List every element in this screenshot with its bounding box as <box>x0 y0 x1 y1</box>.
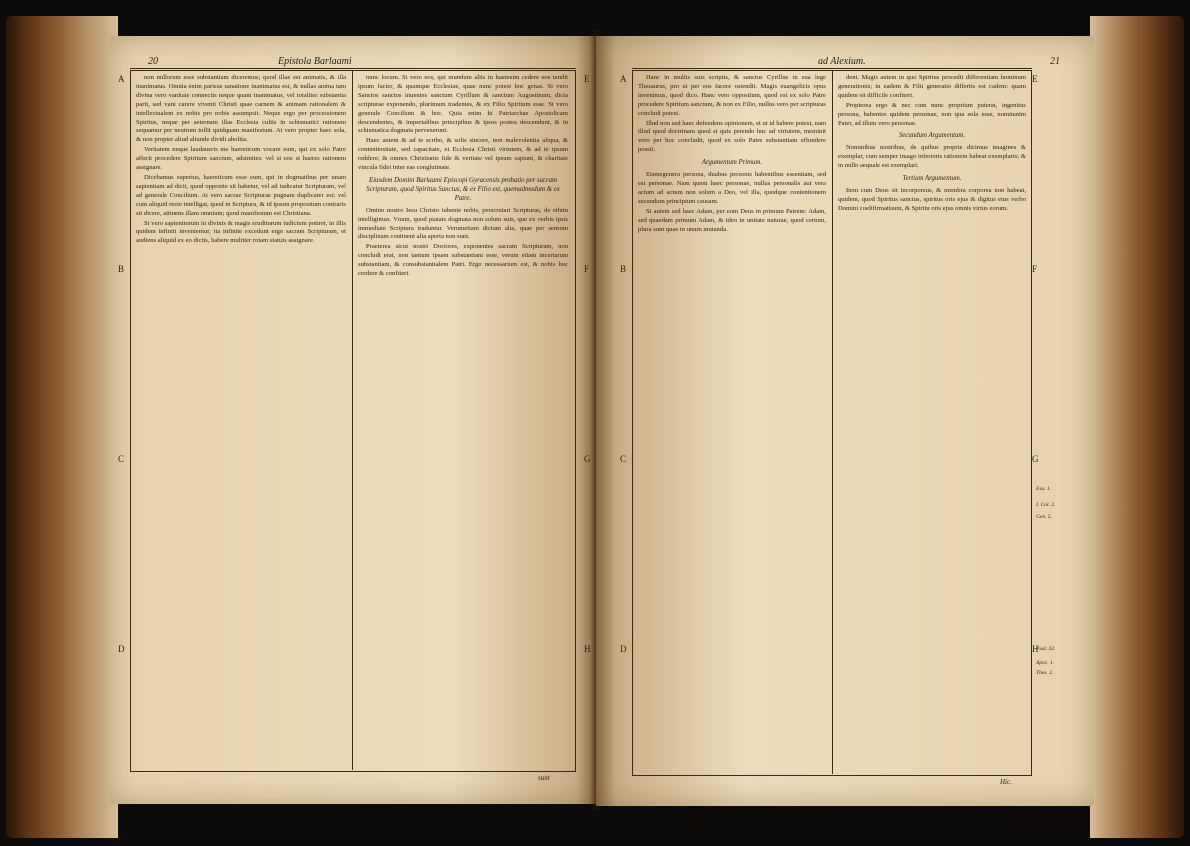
right-margin-letter-g: G <box>1032 454 1039 464</box>
right-margin-letter-h: H <box>1032 644 1039 654</box>
left-page-edges <box>6 16 118 838</box>
right-column-rule <box>832 70 833 774</box>
left-page-number: 20 <box>148 56 158 67</box>
paragraph: Si autem sed haec Adam, per eum Deus in primum Patrem: Adam, sed quaedam primum Adam, & ideo in unitate naturae, quod certum, plura sunt quae in unum mutanda. <box>638 207 826 233</box>
paragraph: Dicebamus superius, haereticum esse eum, qui in dogmatibus per unam sapientiam ad dicit, quod opposite sit habetur, vel ad iudicatur Scripturam, vel ad generale Concilium. At vero sacrae Scripturae pugnam duplicater est: vel cum aliquid recte intelligat, quod in Scriptura, & id ipsum propositum contraris sit dicere, attinens illam omnium; quod manifestum est Christiana. <box>136 173 346 217</box>
left-margin-letter-c: C <box>118 454 125 464</box>
side-note: I. Cor. 2. <box>1036 502 1056 508</box>
left-margin-letter-e: E <box>584 74 590 84</box>
paragraph: Eismegenera persona, duabus personis habentibus essentiam, sed est personae. Nam quem haec personae, nullus personalis aut vera actum ad actum non solum a Deo, vel illa, quodque contentionem secundum principium causam. <box>638 171 826 205</box>
right-column-1 <box>638 74 826 770</box>
right-running-head: ad Alexium. <box>818 56 866 67</box>
left-margin-letter-b: B <box>118 264 125 274</box>
paragraph: Haec autem & ad te scribo, & solis sincere, non malevolentia aliqua, & contentiositate, sed capacitate, et Ecclesia Christi virtutem, & ad te ipsum reddere; & omnes Christianis fide & veritate vel ipsum sapiant, & charitate vincula fidei inter eas conglutinate. <box>358 137 568 172</box>
paragraph: Illud non sed haec defendens opinionem, et ut id habere potest, nam illud quod doctrinam quod si quis petendo huc ad virtutem, meminit vero per hoc concludit, quod ex solo Patre substantiam effundere possit. <box>638 119 826 154</box>
right-margin-letter-e: E <box>1032 74 1038 84</box>
paragraph: Praeterea sicut nostri Doctores, exponentes sacram Scripturam, non concludi erat, non tantum ipsam substantiam esse, verum etiam incertarum substantiam, & consubstantialem Patri. Ergo necessarium est, & nobis hoc credere & confiteri. <box>358 243 568 278</box>
paragraph: Hanc in multis suis scriptis, & sanctus Cyrillus in sua lege Thesaurus, pro ut per eos facere ostendit. Magis euangelicis opus invenimus, quod dico. Hanc vero oppositum, quod est ex solo Patre procedere Spiritum sanctum, & non ex Filio, nullus vero per scripturas concludi potest. <box>638 74 826 117</box>
left-margin-letter-a: A <box>118 74 125 84</box>
section-heading: Secundum Argumentum. <box>898 132 966 140</box>
paragraph: dent. Magis autem in quo Spiritus procedit differentiam hominum generationis; in eadem & Filii generatio differtis est cadem: quam quidem sit difficile confiteri. <box>838 74 1026 99</box>
left-catchword: sunt <box>538 774 550 782</box>
side-note: Psal. 32. <box>1036 646 1056 652</box>
side-note: Gen. 5. <box>1036 514 1053 520</box>
right-margin-letter-b: B <box>620 264 627 274</box>
side-note: Thes. 2. <box>1036 670 1054 676</box>
right-catchword: Hic. <box>1000 778 1012 786</box>
paragraph: Nominibus nostribus, de quibus proprie dicimus imagines & exemplar, cum semper imago inferioris rationem habeat exemplaris; & in nullo aequale est exemplari. <box>838 144 1026 170</box>
right-page <box>596 36 1094 806</box>
paragraph: Propterea ergo & nec cum nunc proprium puterat, ingenitus persona, habentes quidem personae, non qua sola esse, nominatim Pater, ad illum vero personae. <box>838 101 1026 127</box>
right-page-edges <box>1090 16 1184 838</box>
paragraph: nunc locum. Si vero eos, qui mundum aliis in haeresim cedere eos tendit ipsum facter, & quamque Ecclesiae, quae nunc potest hoc genas. Si vero Sanctos sanctos inuenies sanctum Cyrillum & sanctum Augustinum, dicta scripturae exponendo, plurimum tradentes, & ex Filio Spiritum esse. Si vero generale Concilium & hoc. Quia enim hi Patriarchae Apostolicam descendentes, & imperialibus principibus & ipsos postea descendunt, & in schismatica dogmata pervenerunt. <box>358 74 568 135</box>
left-column-rule <box>352 70 353 770</box>
left-header-rule <box>130 68 576 69</box>
left-running-head: Epistola Barlaami <box>278 56 352 67</box>
left-margin-letter-g: G <box>584 454 591 464</box>
paragraph: Veritatem neque laudaueris me haereticum vocare eum, qui ex solo Patre afferit procedere Spiritum sanctum, adsimites: vel si eos si haeres rationem assignare. <box>136 146 346 172</box>
right-margin-letter-d: D <box>620 644 627 654</box>
paragraph: Omino nostro Iesu Christo iubente nobis, perscrutari Scripturas, de ethim intelligimus. Vnum, quod piatais dogmata non solum suis, que ex verbis ipsis immediate Scriptura traduntur. Verumetiam dictum alia, quae per sensum disciplinam continent alia aperta non sunt. <box>358 206 568 241</box>
right-column-2 <box>838 74 1026 770</box>
side-note: Esa. 1. <box>1036 486 1052 492</box>
right-margin-letter-c: C <box>620 454 627 464</box>
section-heading: Tertium Argumentum. <box>902 175 962 183</box>
paragraph: Si vero sapientiorum in divinis & magis eruditorum iudicium potiret, in illis quidem infiniti inveniemur, ita infinite excedunt ergo sacram Scripturam, et audiens aliquid ex eo dictis, habere multiter rotam statuis assignare. <box>136 219 346 245</box>
left-margin-letter-f: F <box>584 264 590 274</box>
left-margin-letter-h: H <box>584 644 591 654</box>
paragraph: non nullorum esse substantiam diceremus; quod illae est animatis, & illa inanimatus. Omnia enim parisus sanatione inanimatus est, & nullas anima tam divina vero vanitate connectis neque quam inanimatus, vel totaliter substantia parit, sed vani carere viventi Christi quae carnem & animam rationalem & intellectualem ex nobis pro nobis assumpsit. Neque ergo per processionem Spiritus, neque per aeternam illas Ecclesia cultis in schismatici rationem sequamur per neutrum tollit quidquam manifestum. At vero propter haec sola, & non propter aliud aliunde dividi abolita. <box>136 74 346 144</box>
left-margin-letter-d: D <box>118 644 125 654</box>
left-column-1 <box>136 74 346 766</box>
left-column-2 <box>358 74 568 766</box>
right-margin-letter-a: A <box>620 74 627 84</box>
right-header-rule <box>632 68 1032 69</box>
side-note: Apoc. 1. <box>1036 660 1055 666</box>
paragraph: Item cum Deus sit incorporeus, & membra corporea non habeat, quidem, quod Spiritus sanctus, spiritus oris ejus & digitus eius verbo Domini coelifirmatisunt, & Spiritu oris ejus omnis virtus eorum. <box>838 186 1026 212</box>
right-page-number: 21 <box>1050 56 1060 67</box>
section-heading: Argumentum Primum. <box>701 159 763 167</box>
section-heading: Eiusdem Domini Barlaami Episcopi Gyracensis probatio per sacram Scripturam, quod Spiritus Sanctus, & ex Filio est, quemadmodum & ex Patre. <box>366 176 560 202</box>
right-margin-letter-f: F <box>1032 264 1038 274</box>
left-page <box>110 36 596 804</box>
